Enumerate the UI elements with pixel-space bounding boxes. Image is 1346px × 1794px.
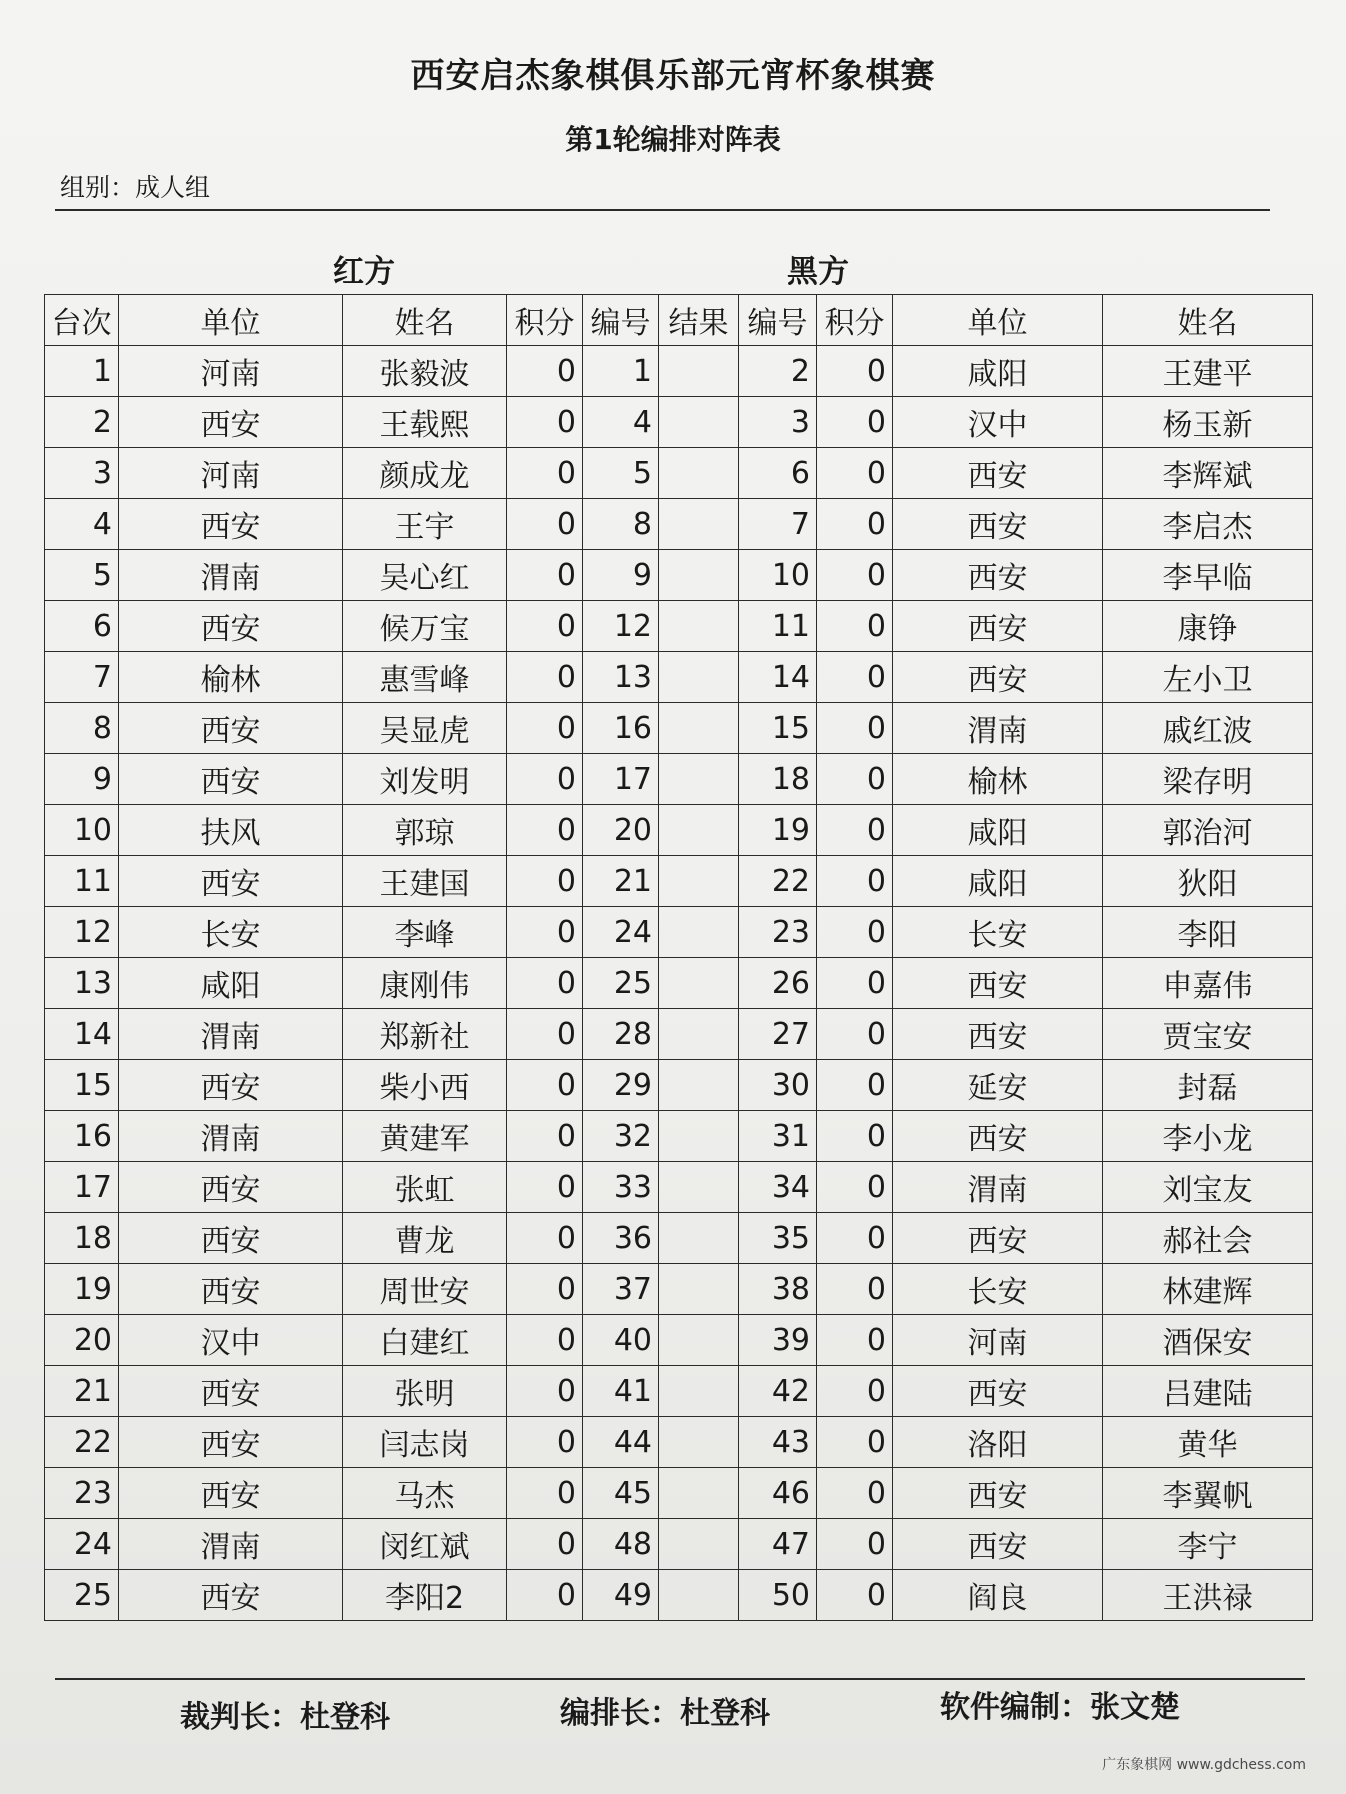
cell-black-unit: 洛阳 [893, 1417, 1103, 1468]
cell-red-unit: 西安 [119, 1570, 343, 1621]
cell-black-no: 43 [739, 1417, 817, 1468]
cell-red-name: 白建红 [343, 1315, 507, 1366]
cell-black-name: 李小龙 [1103, 1111, 1313, 1162]
cell-red-unit: 西安 [119, 1264, 343, 1315]
black-side-label: 黑方 [787, 254, 849, 290]
cell-black-score: 0 [817, 1417, 893, 1468]
cell-black-name: 吕建陆 [1103, 1366, 1313, 1417]
cell-red-score: 0 [507, 703, 583, 754]
cell-black-name: 贾宝安 [1103, 1009, 1313, 1060]
cell-table-no: 23 [45, 1468, 119, 1519]
cell-black-score: 0 [817, 1570, 893, 1621]
cell-red-score: 0 [507, 397, 583, 448]
cell-result [659, 805, 739, 856]
table-row [45, 1264, 1313, 1315]
cell-black-name: 戚红波 [1103, 703, 1313, 754]
cell-black-score: 0 [817, 1468, 893, 1519]
cell-result [659, 856, 739, 907]
cell-black-unit: 长安 [893, 907, 1103, 958]
cell-result [659, 1009, 739, 1060]
cell-red-unit: 汉中 [119, 1315, 343, 1366]
cell-black-no: 22 [739, 856, 817, 907]
cell-red-name: 闫志岗 [343, 1417, 507, 1468]
cell-red-score: 0 [507, 346, 583, 397]
cell-result [659, 1315, 739, 1366]
cell-red-no: 17 [583, 754, 659, 805]
cell-black-unit: 西安 [893, 958, 1103, 1009]
cell-black-name: 李阳 [1103, 907, 1313, 958]
cell-red-score: 0 [507, 499, 583, 550]
cell-red-no: 20 [583, 805, 659, 856]
cell-red-no: 40 [583, 1315, 659, 1366]
cell-table-no: 16 [45, 1111, 119, 1162]
cell-black-unit: 咸阳 [893, 805, 1103, 856]
header-black-score: 积分 [817, 295, 893, 346]
header-red-score: 积分 [507, 295, 583, 346]
cell-black-unit: 西安 [893, 1009, 1103, 1060]
bottom-divider [55, 1678, 1305, 1680]
cell-black-score: 0 [817, 550, 893, 601]
cell-black-unit: 西安 [893, 499, 1103, 550]
cell-red-unit: 长安 [119, 907, 343, 958]
cell-red-score: 0 [507, 1315, 583, 1366]
cell-red-unit: 渭南 [119, 1519, 343, 1570]
cell-red-score: 0 [507, 1213, 583, 1264]
cell-black-score: 0 [817, 805, 893, 856]
cell-black-score: 0 [817, 448, 893, 499]
cell-black-unit: 西安 [893, 1468, 1103, 1519]
cell-table-no: 12 [45, 907, 119, 958]
cell-result [659, 550, 739, 601]
cell-red-name: 郑新社 [343, 1009, 507, 1060]
cell-black-name: 郭治河 [1103, 805, 1313, 856]
header-table-no: 台次 [45, 295, 119, 346]
cell-black-no: 35 [739, 1213, 817, 1264]
cell-red-score: 0 [507, 652, 583, 703]
cell-red-no: 24 [583, 907, 659, 958]
cell-black-no: 14 [739, 652, 817, 703]
cell-black-score: 0 [817, 754, 893, 805]
cell-result [659, 907, 739, 958]
cell-red-name: 曹龙 [343, 1213, 507, 1264]
table-row [45, 448, 1313, 499]
cell-black-unit: 咸阳 [893, 346, 1103, 397]
cell-red-score: 0 [507, 958, 583, 1009]
cell-red-score: 0 [507, 754, 583, 805]
cell-red-name: 周世安 [343, 1264, 507, 1315]
header-red-unit: 单位 [119, 295, 343, 346]
cell-red-no: 21 [583, 856, 659, 907]
software-credit: 软件编制：张文楚 [940, 1690, 1180, 1725]
cell-result [659, 1213, 739, 1264]
cell-black-score: 0 [817, 1264, 893, 1315]
cell-black-unit: 西安 [893, 1366, 1103, 1417]
cell-table-no: 14 [45, 1009, 119, 1060]
cell-black-no: 26 [739, 958, 817, 1009]
cell-black-no: 30 [739, 1060, 817, 1111]
cell-black-score: 0 [817, 1162, 893, 1213]
cell-table-no: 13 [45, 958, 119, 1009]
table-row [45, 703, 1313, 754]
top-divider [55, 209, 1270, 211]
cell-black-name: 李翼帆 [1103, 1468, 1313, 1519]
cell-black-name: 李辉斌 [1103, 448, 1313, 499]
cell-black-score: 0 [817, 1315, 893, 1366]
cell-red-no: 13 [583, 652, 659, 703]
cell-red-no: 1 [583, 346, 659, 397]
cell-black-no: 47 [739, 1519, 817, 1570]
cell-black-no: 11 [739, 601, 817, 652]
cell-red-no: 48 [583, 1519, 659, 1570]
cell-black-no: 2 [739, 346, 817, 397]
cell-table-no: 8 [45, 703, 119, 754]
cell-black-no: 38 [739, 1264, 817, 1315]
cell-red-name: 张毅波 [343, 346, 507, 397]
header-black-name: 姓名 [1103, 295, 1313, 346]
table-header-row [45, 295, 1313, 346]
cell-black-score: 0 [817, 499, 893, 550]
cell-result [659, 703, 739, 754]
cell-result [659, 397, 739, 448]
group-label: 组别：成人组 [60, 173, 211, 202]
cell-red-score: 0 [507, 550, 583, 601]
cell-red-name: 王载熙 [343, 397, 507, 448]
cell-red-name: 候万宝 [343, 601, 507, 652]
cell-red-name: 惠雪峰 [343, 652, 507, 703]
cell-black-no: 50 [739, 1570, 817, 1621]
cell-red-name: 颜成龙 [343, 448, 507, 499]
header-red-name: 姓名 [343, 295, 507, 346]
header-result: 结果 [659, 295, 739, 346]
cell-red-name: 张明 [343, 1366, 507, 1417]
cell-red-unit: 西安 [119, 1213, 343, 1264]
cell-black-no: 19 [739, 805, 817, 856]
cell-table-no: 19 [45, 1264, 119, 1315]
table-row [45, 1111, 1313, 1162]
pairings-table [44, 294, 1313, 1621]
table-row [45, 754, 1313, 805]
cell-black-score: 0 [817, 1519, 893, 1570]
cell-red-score: 0 [507, 601, 583, 652]
cell-black-name: 左小卫 [1103, 652, 1313, 703]
cell-table-no: 9 [45, 754, 119, 805]
cell-red-name: 郭琼 [343, 805, 507, 856]
cell-red-score: 0 [507, 805, 583, 856]
cell-red-name: 王宇 [343, 499, 507, 550]
cell-black-name: 狄阳 [1103, 856, 1313, 907]
cell-red-no: 41 [583, 1366, 659, 1417]
cell-table-no: 17 [45, 1162, 119, 1213]
cell-table-no: 3 [45, 448, 119, 499]
cell-red-score: 0 [507, 1468, 583, 1519]
cell-black-name: 王建平 [1103, 346, 1313, 397]
cell-black-name: 梁存明 [1103, 754, 1313, 805]
cell-red-score: 0 [507, 1570, 583, 1621]
cell-red-no: 45 [583, 1468, 659, 1519]
cell-table-no: 1 [45, 346, 119, 397]
red-side-label: 红方 [333, 254, 395, 290]
cell-red-score: 0 [507, 1111, 583, 1162]
cell-black-unit: 西安 [893, 448, 1103, 499]
cell-black-score: 0 [817, 907, 893, 958]
cell-red-name: 康刚伟 [343, 958, 507, 1009]
cell-red-score: 0 [507, 856, 583, 907]
cell-black-unit: 西安 [893, 1519, 1103, 1570]
cell-red-unit: 咸阳 [119, 958, 343, 1009]
cell-black-name: 林建辉 [1103, 1264, 1313, 1315]
cell-result [659, 1468, 739, 1519]
cell-black-name: 李启杰 [1103, 499, 1313, 550]
cell-table-no: 2 [45, 397, 119, 448]
cell-red-score: 0 [507, 1417, 583, 1468]
cell-black-score: 0 [817, 1213, 893, 1264]
cell-table-no: 10 [45, 805, 119, 856]
cell-red-unit: 西安 [119, 1417, 343, 1468]
cell-red-unit: 西安 [119, 601, 343, 652]
cell-black-score: 0 [817, 1366, 893, 1417]
cell-red-no: 32 [583, 1111, 659, 1162]
cell-red-no: 44 [583, 1417, 659, 1468]
cell-red-name: 李峰 [343, 907, 507, 958]
cell-table-no: 21 [45, 1366, 119, 1417]
cell-table-no: 25 [45, 1570, 119, 1621]
cell-black-score: 0 [817, 1060, 893, 1111]
cell-black-no: 6 [739, 448, 817, 499]
cell-black-score: 0 [817, 397, 893, 448]
table-row [45, 805, 1313, 856]
table-row [45, 601, 1313, 652]
cell-table-no: 7 [45, 652, 119, 703]
cell-black-score: 0 [817, 652, 893, 703]
cell-red-score: 0 [507, 448, 583, 499]
header-black-unit: 单位 [893, 295, 1103, 346]
cell-black-no: 27 [739, 1009, 817, 1060]
cell-result [659, 1111, 739, 1162]
cell-red-no: 8 [583, 499, 659, 550]
cell-black-score: 0 [817, 1009, 893, 1060]
cell-black-no: 23 [739, 907, 817, 958]
cell-black-name: 郝社会 [1103, 1213, 1313, 1264]
cell-red-no: 29 [583, 1060, 659, 1111]
cell-black-no: 7 [739, 499, 817, 550]
cell-black-score: 0 [817, 346, 893, 397]
cell-black-name: 申嘉伟 [1103, 958, 1313, 1009]
cell-red-unit: 西安 [119, 754, 343, 805]
cell-result [659, 1417, 739, 1468]
cell-table-no: 20 [45, 1315, 119, 1366]
header-red-no: 编号 [583, 295, 659, 346]
cell-black-no: 39 [739, 1315, 817, 1366]
cell-red-name: 王建国 [343, 856, 507, 907]
cell-table-no: 18 [45, 1213, 119, 1264]
cell-red-name: 柴小西 [343, 1060, 507, 1111]
cell-black-name: 王洪禄 [1103, 1570, 1313, 1621]
cell-black-score: 0 [817, 1111, 893, 1162]
cell-red-unit: 西安 [119, 856, 343, 907]
cell-table-no: 4 [45, 499, 119, 550]
cell-red-unit: 西安 [119, 703, 343, 754]
cell-black-name: 李早临 [1103, 550, 1313, 601]
cell-black-name: 黄华 [1103, 1417, 1313, 1468]
cell-red-unit: 西安 [119, 1468, 343, 1519]
cell-result [659, 1519, 739, 1570]
table-row [45, 856, 1313, 907]
cell-black-name: 康铮 [1103, 601, 1313, 652]
cell-red-name: 张虹 [343, 1162, 507, 1213]
cell-table-no: 6 [45, 601, 119, 652]
cell-black-unit: 西安 [893, 601, 1103, 652]
cell-table-no: 5 [45, 550, 119, 601]
cell-result [659, 958, 739, 1009]
cell-result [659, 1162, 739, 1213]
cell-red-unit: 河南 [119, 448, 343, 499]
cell-black-score: 0 [817, 601, 893, 652]
cell-black-unit: 榆林 [893, 754, 1103, 805]
cell-black-unit: 汉中 [893, 397, 1103, 448]
cell-black-no: 42 [739, 1366, 817, 1417]
table-row [45, 1366, 1313, 1417]
cell-red-name: 马杰 [343, 1468, 507, 1519]
cell-result [659, 499, 739, 550]
table-row [45, 1213, 1313, 1264]
cell-black-unit: 渭南 [893, 703, 1103, 754]
cell-red-unit: 西安 [119, 1060, 343, 1111]
cell-result [659, 652, 739, 703]
cell-black-unit: 河南 [893, 1315, 1103, 1366]
cell-black-name: 李宁 [1103, 1519, 1313, 1570]
cell-red-unit: 西安 [119, 499, 343, 550]
cell-red-no: 28 [583, 1009, 659, 1060]
cell-black-no: 31 [739, 1111, 817, 1162]
table-row [45, 1519, 1313, 1570]
cell-black-unit: 西安 [893, 1111, 1103, 1162]
cell-red-name: 李阳2 [343, 1570, 507, 1621]
table-row [45, 550, 1313, 601]
cell-black-unit: 渭南 [893, 1162, 1103, 1213]
cell-result [659, 754, 739, 805]
cell-black-no: 46 [739, 1468, 817, 1519]
cell-black-unit: 西安 [893, 652, 1103, 703]
cell-red-name: 闵红斌 [343, 1519, 507, 1570]
cell-red-no: 9 [583, 550, 659, 601]
cell-black-score: 0 [817, 958, 893, 1009]
chief-referee: 裁判长：杜登科 [180, 1700, 390, 1735]
cell-table-no: 22 [45, 1417, 119, 1468]
cell-table-no: 15 [45, 1060, 119, 1111]
cell-black-no: 15 [739, 703, 817, 754]
cell-black-name: 酒保安 [1103, 1315, 1313, 1366]
cell-red-score: 0 [507, 1264, 583, 1315]
cell-red-score: 0 [507, 1519, 583, 1570]
table-row [45, 907, 1313, 958]
cell-red-score: 0 [507, 1009, 583, 1060]
cell-red-score: 0 [507, 907, 583, 958]
cell-result [659, 601, 739, 652]
cell-red-no: 25 [583, 958, 659, 1009]
table-row [45, 499, 1313, 550]
cell-table-no: 24 [45, 1519, 119, 1570]
cell-red-name: 刘发明 [343, 754, 507, 805]
cell-red-unit: 榆林 [119, 652, 343, 703]
cell-red-score: 0 [507, 1060, 583, 1111]
cell-black-unit: 西安 [893, 550, 1103, 601]
cell-red-no: 37 [583, 1264, 659, 1315]
cell-red-no: 16 [583, 703, 659, 754]
cell-black-name: 刘宝友 [1103, 1162, 1313, 1213]
table-row [45, 1468, 1313, 1519]
cell-red-unit: 渭南 [119, 1111, 343, 1162]
cell-black-score: 0 [817, 856, 893, 907]
table-row [45, 1570, 1313, 1621]
table-row [45, 397, 1313, 448]
cell-red-score: 0 [507, 1162, 583, 1213]
table-row [45, 1162, 1313, 1213]
cell-black-no: 18 [739, 754, 817, 805]
cell-red-name: 吴显虎 [343, 703, 507, 754]
cell-red-name: 吴心红 [343, 550, 507, 601]
cell-black-no: 10 [739, 550, 817, 601]
cell-red-no: 36 [583, 1213, 659, 1264]
cell-red-name: 黄建军 [343, 1111, 507, 1162]
document-subtitle: 第1轮编排对阵表 [565, 123, 781, 156]
cell-red-no: 4 [583, 397, 659, 448]
table-row [45, 1009, 1313, 1060]
cell-black-no: 34 [739, 1162, 817, 1213]
table-row [45, 652, 1313, 703]
table-row [45, 346, 1313, 397]
cell-black-name: 封磊 [1103, 1060, 1313, 1111]
cell-red-score: 0 [507, 1366, 583, 1417]
cell-red-unit: 渭南 [119, 550, 343, 601]
table-row [45, 1315, 1313, 1366]
watermark: 广东象棋网 www.gdchess.com [1102, 1757, 1306, 1773]
cell-red-no: 5 [583, 448, 659, 499]
cell-black-unit: 咸阳 [893, 856, 1103, 907]
cell-red-unit: 扶风 [119, 805, 343, 856]
cell-result [659, 1060, 739, 1111]
cell-black-unit: 阎良 [893, 1570, 1103, 1621]
cell-result [659, 1570, 739, 1621]
cell-result [659, 1264, 739, 1315]
cell-table-no: 11 [45, 856, 119, 907]
cell-black-unit: 西安 [893, 1213, 1103, 1264]
cell-result [659, 1366, 739, 1417]
cell-red-no: 49 [583, 1570, 659, 1621]
cell-red-unit: 河南 [119, 346, 343, 397]
header-black-no: 编号 [739, 295, 817, 346]
cell-red-unit: 西安 [119, 1162, 343, 1213]
cell-black-no: 3 [739, 397, 817, 448]
table-row [45, 1417, 1313, 1468]
cell-black-unit: 长安 [893, 1264, 1103, 1315]
document-title: 西安启杰象棋俱乐部元宵杯象棋赛 [410, 56, 936, 96]
table-row [45, 1060, 1313, 1111]
cell-red-unit: 西安 [119, 397, 343, 448]
cell-black-score: 0 [817, 703, 893, 754]
cell-result [659, 448, 739, 499]
table-row [45, 958, 1313, 1009]
cell-red-no: 12 [583, 601, 659, 652]
cell-red-no: 33 [583, 1162, 659, 1213]
cell-red-unit: 西安 [119, 1366, 343, 1417]
cell-black-name: 杨玉新 [1103, 397, 1313, 448]
cell-black-unit: 延安 [893, 1060, 1103, 1111]
scheduler: 编排长：杜登科 [560, 1696, 770, 1731]
cell-result [659, 346, 739, 397]
cell-red-unit: 渭南 [119, 1009, 343, 1060]
